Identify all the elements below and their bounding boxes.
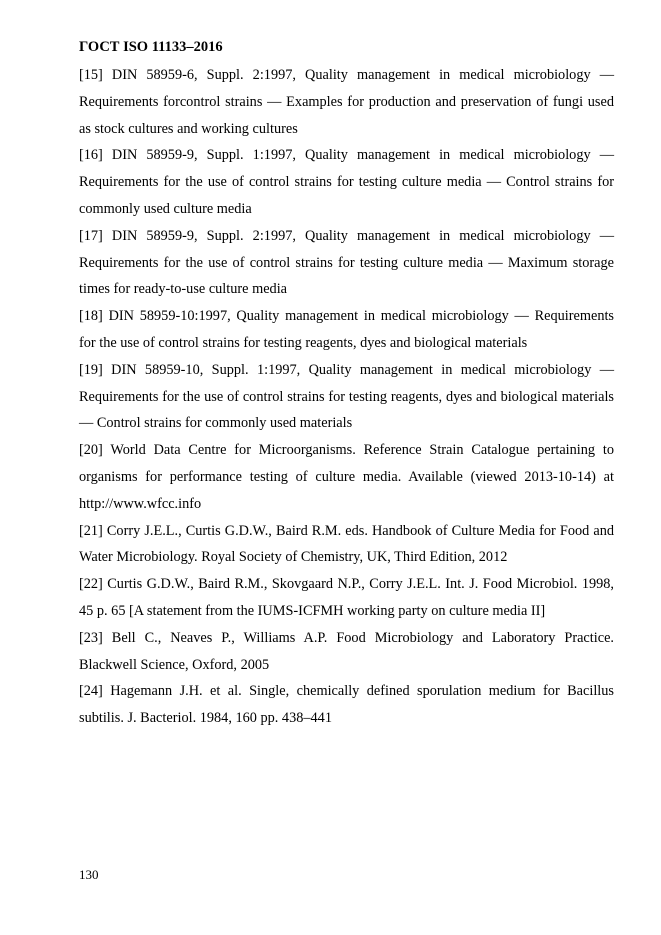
reference-item-24: [24] Hagemann J.H. et al. Single, chemically defined sporulation medium for Bacillus subtilis. J. Bacteriol. 1984, 160 pp. 438–441	[79, 683, 614, 727]
page-number: 130	[79, 867, 99, 882]
reference-item-20: [20] World Data Centre for Microorganisms. Reference Strain Catalogue pertaining to organisms for performance testing of culture media. Available (viewed 2013-10-14) at http://www.wfcc.info	[79, 442, 614, 512]
reference-list	[79, 62, 614, 732]
reference-item-15: [15] DIN 58959-6, Suppl. 2:1997, Quality management in medical microbiology — Requirements forcontrol strains — Examples for production and preservation of fungi used as stock cultures and working cultures	[79, 67, 614, 137]
reference-item-23: [23] Bell C., Neaves P., Williams A.P. Food Microbiology and Laboratory Practice. Blackwell Science, Oxford, 2005	[79, 629, 614, 673]
reference-item-18: [18] DIN 58959-10:1997, Quality management in medical microbiology — Requirements for the use of control strains for testing reagents, dyes and biological materials	[79, 308, 614, 351]
reference-item-16: [16] DIN 58959-9, Suppl. 1:1997, Quality management in medical microbiology — Requirements for the use of control strains for testing culture media — Control strains for commonly used culture media	[79, 147, 614, 217]
reference-item-22: [22] Curtis G.D.W., Baird R.M., Skovgaard N.P., Corry J.E.L. Int. J. Food Microbiol. 1998, 45 p. 65 [A statement from the IUMS-ICFMH working party on culture media II]	[79, 576, 614, 619]
standard-header: ГОСТ ISO 11133–2016	[79, 39, 223, 55]
reference-item-17: [17] DIN 58959-9, Suppl. 2:1997, Quality management in medical microbiology — Requirements for the use of control strains for testing culture media — Maximum storage times for ready-to-use culture media	[79, 227, 614, 298]
reference-item-21: [21] Corry J.E.L., Curtis G.D.W., Baird R.M. eds. Handbook of Culture Media for Food and Water Microbiology. Royal Society of Chemistry, UK, Third Edition, 2012	[79, 522, 614, 566]
reference-item-19: [19] DIN 58959-10, Suppl. 1:1997, Quality management in medical microbiology — Requirements for the use of control strains for testing reagents, dyes and biological materials — Control strains for commonly used materials	[79, 361, 614, 432]
